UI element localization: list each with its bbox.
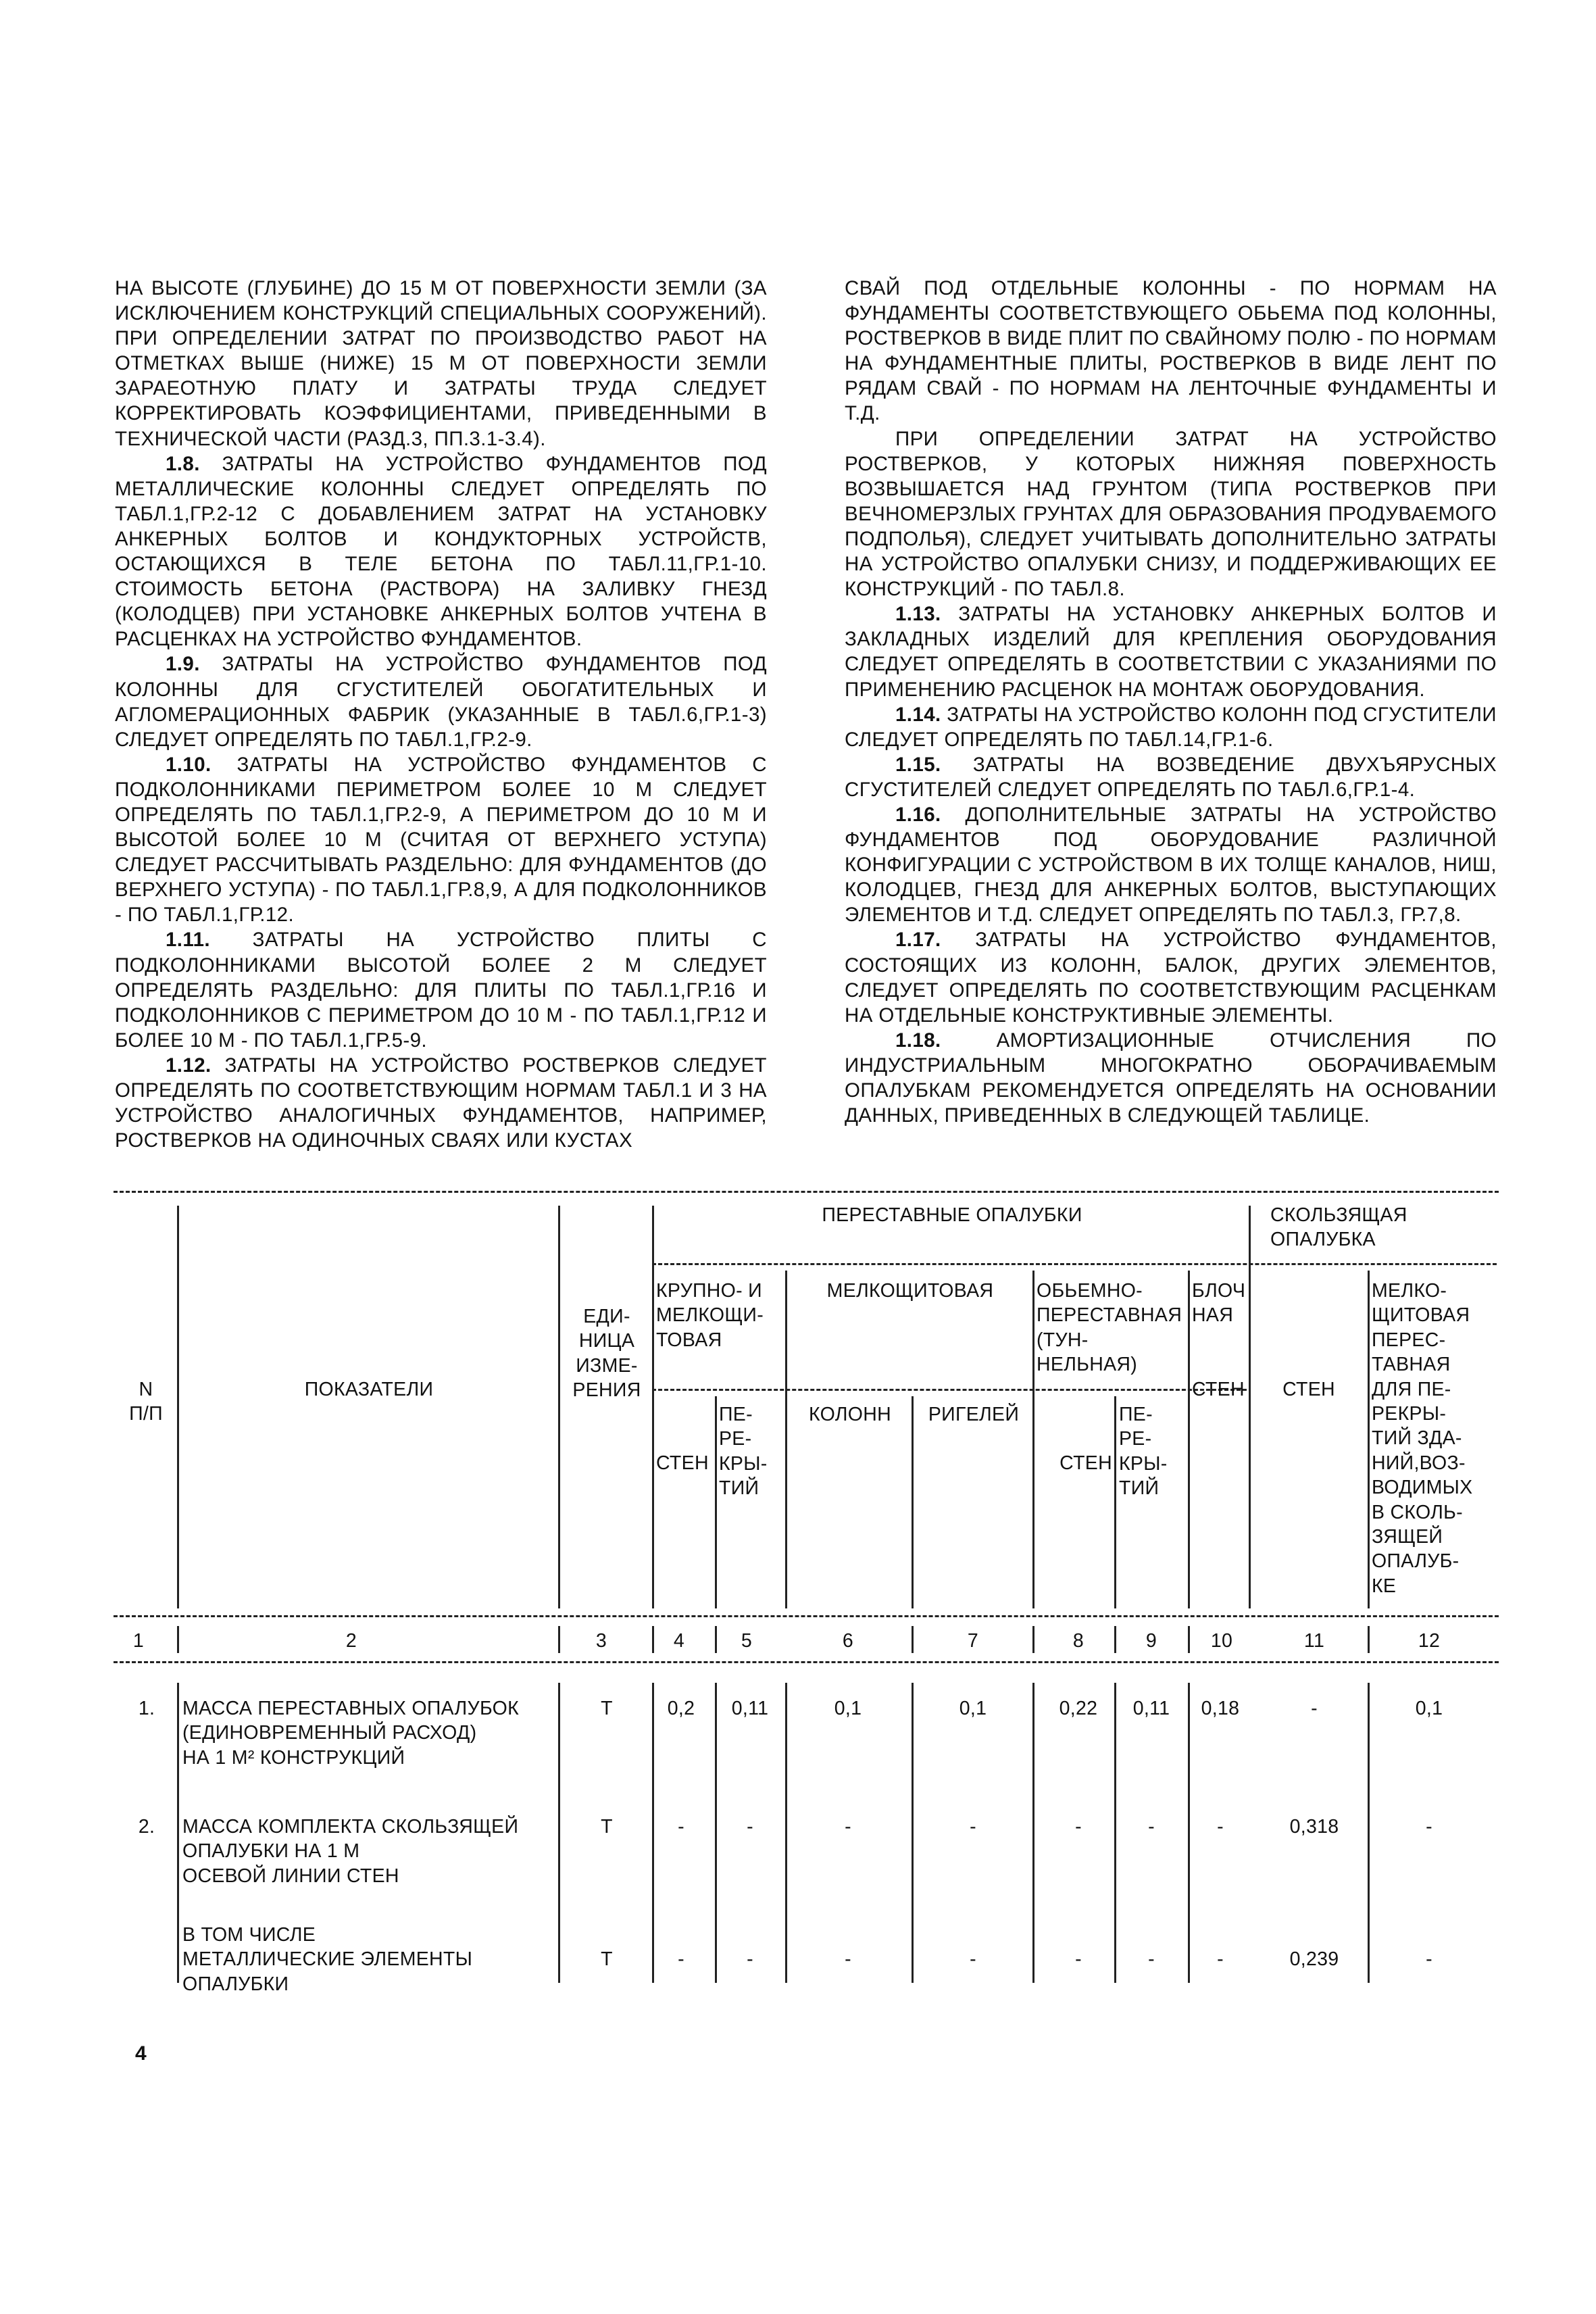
row-value: - [970, 1948, 976, 1970]
clause-text: ЗАТРАТЫ НА УСТРОЙСТВО ФУНДАМЕНТОВ С ПОДКОЛОННИКАМИ ПЕРИМЕТРОМ БОЛЕЕ 10 М СЛЕДУЕТ ОПРЕДЕЛЯТЬ ПО ТАБЛ.1,ГР.2-9, А ПЕРИМЕТРОМ ДО 10 М И ВЫСОТОЙ БОЛЕЕ 10 М (СЧИТАЯ ОТ ВЕРХНЕГО УСТУПА) СЛЕДУЕТ РАССЧИТЫВАТЬ РАЗДЕЛЬНО: ДЛЯ ФУНДАМЕНТОВ (ДО ВЕРХНЕГО УСТУПА) - ПО ТАБЛ.1,ГР.8,9, А ДЛЯ ПОДКОЛОННИКОВ - ПО ТАБЛ.1,ГР.12. [115, 753, 767, 927]
column-number: 1 [132, 1630, 145, 1652]
header-large-small-shield: КРУПНО- И МЕЛКОЩИ- ТОВАЯ [656, 1280, 764, 1351]
row-indicator: В ТОМ ЧИСЛЕ МЕТАЛЛИЧЕСКИЕ ЭЛЕМЕНТЫ ОПАЛУБКИ [182, 1924, 473, 1995]
clause-number: 1.17. [895, 929, 941, 952]
table-colnum-bottom-rule [114, 1661, 1499, 1663]
row-indicator: МАССА ПЕРЕСТАВНЫХ ОПАЛУБОК (ЕДИНОВРЕМЕННЫЙ РАСХОД) НА 1 М² КОНСТРУКЦИЙ [182, 1698, 520, 1769]
column-number: 10 [1210, 1630, 1233, 1652]
header-sliding-formwork: СКОЛЬЗЯЩАЯ ОПАЛУБКА [1270, 1204, 1407, 1251]
clause-paragraph [845, 601, 1497, 701]
column-number: 11 [1303, 1630, 1325, 1652]
column-number: 2 [345, 1630, 357, 1652]
column-number: 4 [673, 1630, 685, 1652]
text-paragraph [845, 426, 1497, 602]
row-value: - [1311, 1698, 1318, 1719]
row-value: - [1075, 1948, 1082, 1970]
column-number: 7 [967, 1630, 979, 1652]
row-value: 0,1 [1415, 1698, 1443, 1719]
row-value: - [970, 1816, 976, 1838]
clause-text: СВАЙ ПОД ОТДЕЛЬНЫЕ КОЛОННЫ - ПО НОРМАМ НА ФУНДАМЕНТЫ СООТВЕТСТВУЮЩЕГО ОБЬЕМА ПОД КОЛОННЫ, РОСТВЕРКОВ В ВИДЕ ПЛИТ ПО СВАЙНОМУ ПОЛЮ - ПО НОРМАМ НА ФУНДАМЕНТНЫЕ ПЛИТЫ, РОСТВЕРКОВ В ВИДЕ ЛЕНТ ПО РЯДАМ СВАЙ - ПО НОРМАМ НА ЛЕНТОЧНЫЕ ФУНДАМЕНТЫ И Т.Д. [845, 277, 1497, 425]
clause-paragraph [115, 1053, 767, 1153]
text-paragraph [115, 276, 767, 451]
clause-paragraph [115, 927, 767, 1052]
clause-text: НА ВЫСОТЕ (ГЛУБИНЕ) ДО 15 М ОТ ПОВЕРХНОСТИ ЗЕМЛИ (ЗА ИСКЛЮЧЕНИЕМ КОНСТРУКЦИЙ СПЕЦИАЛЬНЫХ СООРУЖЕНИЙ). ПРИ ОПРЕДЕЛЕНИИ ЗАТРАТ ПО ПРОИЗВОДСТВО РАБОТ НА ОТМЕТКАХ ВЫШЕ (НИЖЕ) 15 М ОТ ПОВЕРХНОСТИ ЗЕМЛИ ЗАРАЕОТНУЮ ПЛАТУ И ЗАТРАТЫ ТРУДА СЛЕДУЕТ КОРРЕКТИРОВАТЬ КОЭФФИЦИЕНТАМИ, ПРИВЕДЕННЫМИ В ТЕХНИЧЕСКОЙ ЧАСТИ (РАЗД.3, ПП.3.1-3.4). [115, 277, 767, 450]
clause-number: 1.9. [166, 653, 200, 676]
header-subgroup-rule-2 [652, 1389, 1247, 1391]
clause-paragraph [845, 927, 1497, 1027]
clause-text: ЗАТРАТЫ НА УСТРОЙСТВО ФУНДАМЕНТОВ ПОД МЕТАЛЛИЧЕСКИЕ КОЛОННЫ СЛЕДУЕТ ОПРЕДЕЛЯТЬ ПО ТАБЛ.1,ГР.2-12 С ДОБАВЛЕНИЕМ ЗАТРАТ НА УСТАНОВКУ АНКЕРНЫХ БОЛТОВ И КОНДУКТОРНЫХ УСТРОЙСТВ, ОСТАЮЩИХСЯ В ТЕЛЕ БЕТОНА ПО ТАБЛ.11,ГР.1-10. СТОИМОСТЬ БЕТОНА (РАСТВОРА) НА ЗАЛИВКУ ГНЕЗД (КОЛОДЦЕВ) ПРИ УСТАНОВКЕ АНКЕРНЫХ БОЛТОВ УЧТЕНА В РАСЦЕНКАХ НА УСТРОЙСТВО ФУНДАМЕНТОВ. [115, 452, 767, 651]
clause-text: АМОРТИЗАЦИОННЫЕ ОТЧИСЛЕНИЯ ПО ИНДУСТРИАЛЬНЫМ МНОГОКРАТНО ОБОРАЧИВАЕМЫМ ОПАЛУБКАМ РЕКОМЕНДУЕТСЯ ОПРЕДЕЛЯТЬ НА ОСНОВАНИИ ДАННЫХ, ПРИВЕДЕННЫХ В СЛЕДУЮЩЕЙ ТАБЛИЦЕ. [845, 1029, 1497, 1127]
header-block: БЛОЧ НАЯ [1192, 1280, 1246, 1327]
clause-paragraph [115, 451, 767, 652]
clause-text: ЗАТРАТЫ НА УСТРОЙСТВО КОЛОНН ПОД СГУСТИТЕЛИ СЛЕДУЕТ ОПРЕДЕЛЯТЬ ПО ТАБЛ.14,ГР.1-6. [845, 703, 1497, 751]
row-value: - [1217, 1948, 1224, 1970]
header-small-shield: МЕЛКОЩИТОВАЯ [826, 1280, 994, 1302]
row-value: - [1426, 1948, 1432, 1970]
header-volumetric: ОБЬЕМНО- ПЕРЕСТАВНАЯ (ТУН- НЕЛЬНАЯ) [1037, 1280, 1182, 1376]
header-slabs: ПЕ- РЕ- КРЫ- ТИЙ [719, 1404, 768, 1500]
clause-text: ЗАТРАТЫ НА УСТРОЙСТВО РОСТВЕРКОВ СЛЕДУЕТ ОПРЕДЕЛЯТЬ ПО СООТВЕТСТВУЮЩИМ НОРМАМ ТАБЛ.1 И 3 НА УСТРОЙСТВО АНАЛОГИЧНЫХ ФУНДАМЕНТОВ, НАПРИМЕР, РОСТВЕРКОВ НА ОДИНОЧНЫХ СВАЯХ ИЛИ КУСТАХ [115, 1054, 767, 1152]
clause-number: 1.15. [895, 753, 941, 776]
clause-paragraph [845, 802, 1497, 927]
clause-text: ЗАТРАТЫ НА УСТРОЙСТВО ПЛИТЫ С ПОДКОЛОННИКАМИ ВЫСОТОЙ БОЛЕЕ 2 М СЛЕДУЕТ ОПРЕДЕЛЯТЬ РАЗДЕЛЬНО: ДЛЯ ПЛИТЫ ПО ТАБЛ.1,ГР.16 И ПОДКОЛОННИКОВ С ПЕРИМЕТРОМ ДО 10 М - ПО ТАБЛ.1,ГР.12 И БОЛЕЕ 10 М - ПО ТАБЛ.1,ГР.5-9. [115, 929, 767, 1052]
row-value: - [1148, 1816, 1155, 1838]
row-indicator: МАССА КОМПЛЕКТА СКОЛЬЗЯЩЕЙ ОПАЛУБКИ НА 1 М ОСЕВОЙ ЛИНИИ СТЕН [182, 1816, 519, 1887]
row-value: 0,11 [731, 1698, 769, 1719]
row-number: 2. [138, 1816, 155, 1838]
table-top-rule [114, 1191, 1499, 1193]
clause-text: ЗАТРАТЫ НА УСТРОЙСТВО ФУНДАМЕНТОВ ПОД КОЛОННЫ ДЛЯ СГУСТИТЕЛЕЙ ОБОГАТИТЕЛЬНЫХ И АГЛОМЕРАЦИОННЫХ ФАБРИК (УКАЗАННЫЕ В ТАБЛ.6,ГР.1-3) СЛЕДУЕТ ОПРЕДЕЛЯТЬ ПО ТАБЛ.1,ГР.2-9. [115, 653, 767, 751]
row-value: - [1075, 1816, 1082, 1838]
clause-number: 1.13. [895, 603, 941, 626]
column-number: 12 [1418, 1630, 1441, 1652]
row-unit: Т [601, 1948, 613, 1970]
clause-paragraph [845, 702, 1497, 752]
table-header-bottom-rule [114, 1615, 1499, 1617]
clause-text: ДОПОЛНИТЕЛЬНЫЕ ЗАТРАТЫ НА УСТРОЙСТВО ФУНДАМЕНТОВ ПОД ОБОРУДОВАНИЕ РАЗЛИЧНОЙ КОНФИГУРАЦИИ С УСТРОЙСТВОМ В ИХ ТОЛЩЕ КАНАЛОВ, НИШ, КОЛОДЦЕВ, ГНЕЗД ДЛЯ АНКЕРНЫХ БОЛТОВ, ВЫСТУПАЮЩИХ ЭЛЕМЕНТОВ И Т.Д. СЛЕДУЕТ ОПРЕДЕЛЯТЬ ПО ТАБЛ.3, ГР.7,8. [845, 803, 1497, 927]
clause-number: 1.14. [895, 703, 941, 726]
row-value: 0,22 [1059, 1698, 1098, 1719]
header-sliding-walls: СТЕН [1282, 1379, 1335, 1400]
row-value: 0,239 [1289, 1948, 1339, 1970]
text-paragraph [845, 276, 1497, 426]
column-number: 3 [595, 1630, 607, 1652]
column-number: 8 [1072, 1630, 1084, 1652]
header-removable-formwork: ПЕРЕСТАВНЫЕ ОПАЛУБКИ [822, 1204, 1082, 1226]
right-text-column [845, 276, 1497, 1128]
row-unit: Т [601, 1698, 613, 1719]
row-value: - [1148, 1948, 1155, 1970]
row-value: 0,2 [667, 1698, 695, 1719]
clause-text: ЗАТРАТЫ НА ВОЗВЕДЕНИЕ ДВУХЪЯРУСНЫХ СГУСТИТЕЛЕЙ СЛЕДУЕТ ОПРЕДЕЛЯТЬ ПО ТАБЛ.6,ГР.1-4. [845, 753, 1497, 801]
clause-paragraph [845, 1028, 1497, 1128]
header-block-walls: СТЕН [1192, 1379, 1245, 1400]
clause-number: 1.16. [895, 803, 941, 826]
header-volumetric-slabs: ПЕ- РЕ- КРЫ- ТИЙ [1119, 1404, 1168, 1500]
header-indicators: ПОКАЗАТЕЛИ [304, 1379, 434, 1400]
row-value: 0,11 [1132, 1698, 1170, 1719]
row-value: - [845, 1816, 851, 1838]
clause-number: 1.11. [166, 929, 210, 952]
clause-text: ПРИ ОПРЕДЕЛЕНИИ ЗАТРАТ НА УСТРОЙСТВО РОСТВЕРКОВ, У КОТОРЫХ НИЖНЯЯ ПОВЕРХНОСТЬ ВОЗВЫШАЕТСЯ НАД ГРУНТОМ (ТИПА РОСТВЕРКОВ ПРИ ВЕЧНОМЕРЗЛЫХ ГРУНТАХ ДЛЯ ОБРАЗОВАНИЯ ПРОДУВАЕМОГО ПОДПОЛЬЯ), СЛЕДУЕТ УЧИТЫВАТЬ ДОПОЛНИТЕЛЬНО ЗАТРАТЫ НА УСТРОЙСТВО ОПАЛУБКИ СНИЗУ, И ПОДДЕРЖИВАЮЩИХ ЕЕ КОНСТРУКЦИЙ - ПО ТАБЛ.8. [845, 427, 1497, 601]
row-value: - [747, 1816, 753, 1838]
row-value: 0,318 [1289, 1816, 1339, 1838]
row-value: - [678, 1816, 684, 1838]
header-volumetric-walls: СТЕН [1059, 1452, 1112, 1474]
header-subgroup-rule [652, 1263, 1497, 1265]
header-n: N П/П [129, 1379, 163, 1425]
row-value: - [1426, 1816, 1432, 1838]
clause-number: 1.8. [166, 452, 200, 475]
row-number: 1. [138, 1698, 155, 1719]
column-number: 5 [741, 1630, 753, 1652]
clause-number: 1.12. [166, 1054, 211, 1077]
clause-number: 1.18. [895, 1029, 941, 1052]
clause-text: ЗАТРАТЫ НА УСТРОЙСТВО ФУНДАМЕНТОВ, СОСТОЯЩИХ ИЗ КОЛОНН, БАЛОК, ДРУГИХ ЭЛЕМЕНТОВ, СЛЕДУЕТ ОПРЕДЕЛЯТЬ ПО СООТВЕТСТВУЮЩИМ РАСЦЕНКАМ НА ОТДЕЛЬНЫЕ КОНСТРУКТИВНЫЕ ЭЛЕМЕНТЫ. [845, 929, 1497, 1027]
header-walls: СТЕН [656, 1452, 709, 1474]
clause-text: ЗАТРАТЫ НА УСТАНОВКУ АНКЕРНЫХ БОЛТОВ И ЗАКЛАДНЫХ ИЗДЕЛИЙ ДЛЯ КРЕПЛЕНИЯ ОБОРУДОВАНИЯ СЛЕДУЕТ ОПРЕДЕЛЯТЬ В СООТВЕТСТВИИ С УКАЗАНИЯМИ ПО ПРИМЕНЕНИЮ РАСЦЕНОК НА МОНТАЖ ОБОРУДОВАНИЯ. [845, 603, 1497, 701]
row-value: 0,18 [1201, 1698, 1240, 1719]
clause-paragraph [845, 752, 1497, 802]
clause-number: 1.10. [166, 753, 211, 776]
row-value: 0,1 [959, 1698, 987, 1719]
page-number: 4 [135, 2042, 147, 2065]
row-value: - [747, 1948, 753, 1970]
clause-paragraph [115, 651, 767, 752]
row-value: - [845, 1948, 851, 1970]
row-value: - [1217, 1816, 1224, 1838]
row-value: - [678, 1948, 684, 1970]
header-small-shield-transferable: МЕЛКО- ЩИТОВАЯ ПЕРЕС- ТАВНАЯ ДЛЯ ПЕ- РЕКРЫ- ТИЙ ЗДА- НИЙ,ВОЗ- ВОДИМЫХ В СКОЛЬ- ЗЯЩЕЙ ОПАЛУБ- КЕ [1372, 1280, 1473, 1597]
row-unit: Т [601, 1816, 613, 1838]
left-text-column [115, 276, 767, 1153]
header-beams: РИГЕЛЕЙ [928, 1404, 1020, 1425]
header-columns: КОЛОНН [809, 1404, 891, 1425]
column-number: 6 [842, 1630, 854, 1652]
header-unit: ЕДИ- НИЦА ИЗМЕ- РЕНИЯ [572, 1306, 641, 1402]
row-value: 0,1 [834, 1698, 862, 1719]
clause-paragraph [115, 752, 767, 928]
column-number: 9 [1145, 1630, 1157, 1652]
